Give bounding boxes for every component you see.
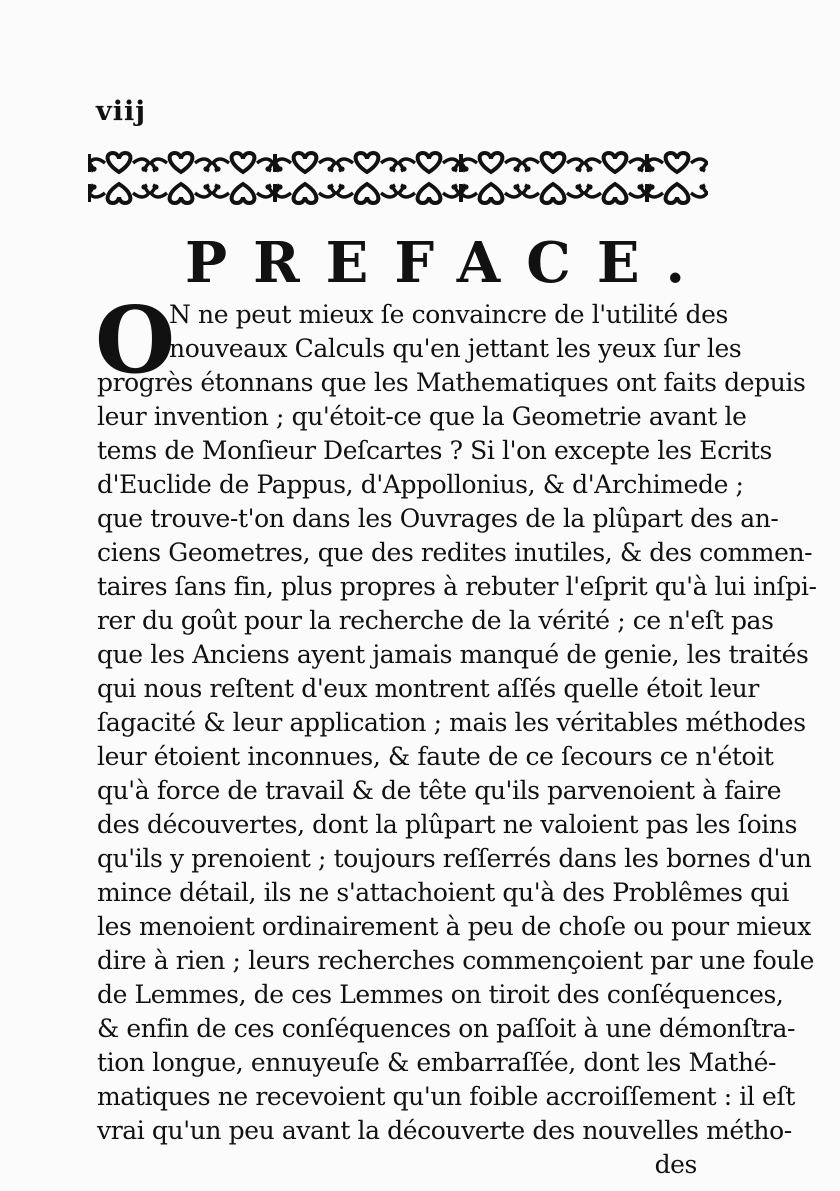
text-line: taires ſans fin, plus propres à rebuter l'eſprit qu'à lui inſpi- (97, 572, 817, 601)
text-line: vrai qu'un peu avant la découverte des nouvelles métho- (97, 1116, 792, 1145)
body-text (95, 286, 817, 1182)
text-line: que les Anciens ayent jamais manqué de genie, les traités (97, 640, 809, 669)
ornament-fleuron (151, 184, 211, 203)
ornament-fleuron (459, 153, 521, 172)
text-line: tems de Monſieur Deſcartes ? Si l'on excepte les Ecrits (97, 436, 772, 465)
ornament-fleuron (337, 153, 397, 172)
page-number: viij (96, 96, 146, 127)
text-line: les menoient ordinairement à peu de choſe ou pour mieux (97, 912, 811, 941)
drop-cap: O (95, 286, 176, 394)
decorative-ornament-band (88, 145, 708, 211)
text-line: leur invention ; qu'étoit-ce que la Geometrie avant le (97, 402, 747, 431)
ornament-fleuron (273, 153, 335, 172)
page-title: PREFACE. (185, 230, 712, 296)
ornament-fleuron (337, 184, 397, 203)
text-line: & enfin de ces conſéquences on paſſoit à une démonſtra- (97, 1014, 796, 1043)
ornament-fleuron (88, 153, 149, 172)
ornament-fleuron (645, 184, 707, 203)
ornament-fleuron (88, 184, 149, 203)
ornament-fleuron (523, 184, 583, 203)
text-line: qu'ils y prenoient ; toujours reſſerrés dans les bornes d'un (97, 844, 812, 873)
ornament-fleuron (273, 184, 335, 203)
ornament-fleuron (213, 153, 273, 172)
ornament-fleuron (399, 153, 459, 172)
text-line: qui nous reſtent d'eux montrent aſſés quelle étoit leur (97, 674, 759, 703)
ornament-fleuron (151, 153, 211, 172)
ornament-fleuron (399, 184, 459, 203)
text-line: progrès étonnans que les Mathematiques ont faits depuis (97, 368, 806, 397)
ornament-fleuron (523, 153, 583, 172)
text-line: N ne peut mieux ſe convaincre de l'utilité des (169, 300, 728, 329)
ornament-fleuron (213, 184, 273, 203)
text-line: dire à rien ; leurs recherches commençoient par une foule (97, 946, 815, 975)
text-line: que trouve-t'on dans les Ouvrages de la plûpart des an- (97, 504, 779, 533)
text-line: nouveaux Calculs qu'en jettant les yeux ſur les (169, 334, 742, 363)
text-line: leur étoient inconnues, & faute de ce ſecours ce n'étoit (97, 742, 774, 771)
catchword: des (654, 1150, 697, 1179)
ornament-fleuron (585, 184, 645, 203)
text-line: qu'à force de travail & de tête qu'ils parvenoient à faire (97, 776, 782, 805)
ornament-fleuron (585, 153, 645, 172)
ornament-fleuron (645, 153, 707, 172)
text-line: ſagacité & leur application ; mais les véritables méthodes (97, 708, 806, 737)
ornament-fleuron (459, 184, 521, 203)
text-line: des découvertes, dont la plûpart ne valoient pas les ſoins (97, 810, 797, 839)
text-line: d'Euclide de Pappus, d'Appollonius, & d'Archimede ; (97, 470, 744, 499)
text-line: mince détail, ils ne s'attachoient qu'à des Problêmes qui (97, 878, 790, 907)
text-lines (95, 286, 817, 1182)
text-line: tion longue, ennuyeuſe & embarraſſée, dont les Mathé- (97, 1048, 777, 1077)
text-line: de Lemmes, de ces Lemmes on tiroit des conſéquences, (97, 980, 784, 1009)
text-line: rer du goût pour la recherche de la vérité ; ce n'eſt pas (97, 606, 774, 635)
text-line: ciens Geometres, que des redites inutiles, & des commen- (97, 538, 813, 567)
text-line: matiques ne recevoient qu'un foible accroiſſement : il eſt (97, 1082, 795, 1111)
